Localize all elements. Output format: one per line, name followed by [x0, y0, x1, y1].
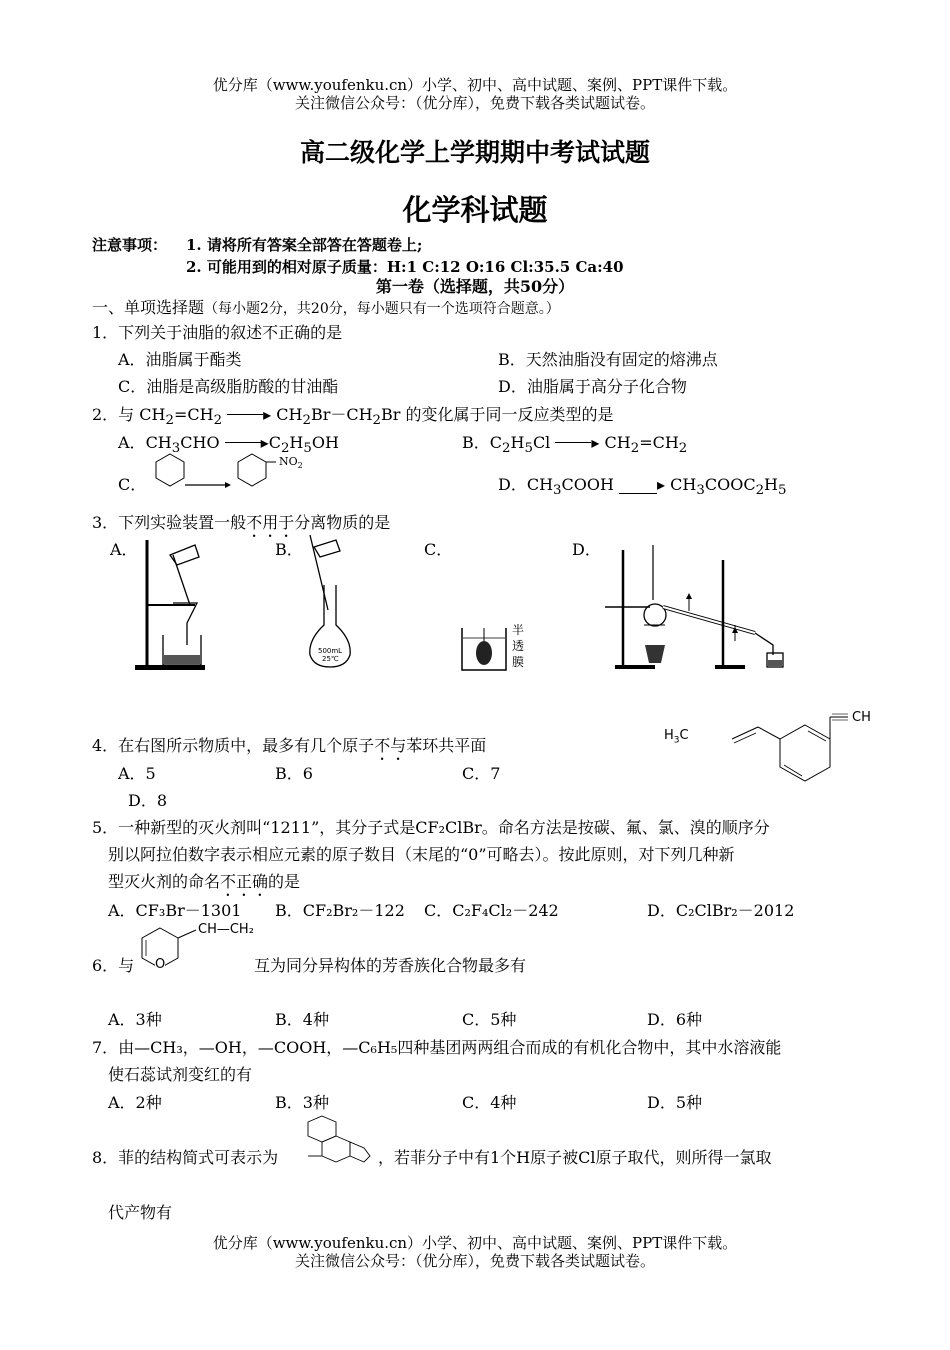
funnel — [173, 603, 197, 645]
q6-oxygen-label: O — [155, 957, 166, 972]
condenser-inner — [663, 607, 755, 633]
q7-line-1: 7．由—CH₃，—OH，—COOH，—C₆H₅四种基团两两组合而成的有机化合物中，其中水溶液能 — [92, 1038, 782, 1057]
header-line-1: 优分库（www.youfenku.cn）小学、初中、高中试题、案例、PPT课件下载。 — [212, 76, 738, 94]
arrow-head — [225, 482, 231, 488]
stand-base-2 — [715, 665, 745, 669]
section-heading-note: （每小题2分，共20分，每小题只有一个选项符合题意。） — [204, 301, 560, 317]
q4-option-a: A．5 — [118, 764, 156, 783]
q4-stem: 4．在右图所示物质中，最多有几个原子不与苯环共平面 — [92, 736, 487, 755]
pouring-beaker — [170, 545, 199, 565]
q4-vinyl-bond-1 — [758, 727, 780, 739]
q7-option-d: D．5种 — [647, 1093, 703, 1112]
section-title: 第一卷（选择题，共50分） — [375, 277, 575, 296]
q6-option-b: B．4种 — [275, 1010, 329, 1029]
q1-option-d: D．油脂属于高分子化合物 — [498, 377, 687, 396]
nitrobenzene-ring — [238, 454, 266, 486]
notice-item-1: 1. 请将所有答案全部答在答题卷上; — [186, 236, 423, 254]
phen-ring-2 — [322, 1136, 350, 1162]
q4-structure — [660, 705, 880, 785]
footer-line-2: 关注微信公众号：（优分库），免费下载各类试题试卷。 — [294, 1252, 655, 1270]
q7-option-b: B．3种 — [275, 1093, 329, 1112]
membrane-label-3: 膜 — [512, 655, 525, 669]
q3-stem: 3．下列实验装置一般不用于分离物质的是 — [92, 513, 391, 532]
q2-option-c-label: C． — [118, 475, 147, 494]
section-heading-label: 一、单项选择题 — [92, 298, 205, 317]
q5-option-b: B．CF₂Br₂－122 — [275, 901, 405, 920]
q1-stem: 1．下列关于油脂的叙述不正确的是 — [92, 323, 343, 342]
flask-temp-label: 25℃ — [322, 655, 339, 663]
no2-label: $NO_2$ — [279, 455, 303, 471]
distillation-apparatus — [605, 545, 795, 675]
q5-option-a: A．CF₃Br－1301 — [108, 901, 242, 920]
q4-option-c: C．7 — [462, 764, 501, 783]
q4-benzene-ring — [780, 725, 830, 781]
footer-line-1: 优分库（www.youfenku.cn）小学、初中、高中试题、案例、PPT课件下载。 — [212, 1234, 738, 1252]
q4-h3c-label: $H_3C$ — [664, 728, 689, 746]
page-subtitle: 化学科试题 — [402, 193, 548, 227]
stand-base — [135, 665, 205, 670]
q2-option-d: D．$CH_3COOH$ ▸ $CH_3COOC_2H_5$ — [498, 475, 787, 499]
q6-pre: 6．与 — [92, 956, 135, 975]
q3-option-d: D． — [572, 540, 601, 559]
section-heading — [92, 295, 560, 318]
notice-label: 注意事项： — [92, 236, 168, 254]
q2-option-a: A．$CH_3CHO$ $▸C_2H_5OH$ — [118, 433, 339, 457]
q5-line-2: 别以阿拉伯数字表示相应元素的原子数目（末尾的“0”可略去）。按此原则，对下列几种新 — [108, 845, 735, 864]
q6-option-a: A．3种 — [108, 1010, 162, 1029]
q2-option-b: B．$C_2H_5Cl$ ▸ $CH_2=CH_2$ — [462, 433, 688, 457]
q7-line-2: 使石蕊试剂变红的有 — [108, 1065, 253, 1084]
q7-option-c: C．4种 — [462, 1093, 517, 1112]
header-line-2: 关注微信公众号：（优分库），免费下载各类试题试卷。 — [294, 94, 655, 112]
q7-option-a: A．2种 — [108, 1093, 162, 1112]
q3-option-c: C． — [424, 540, 453, 559]
q6-side-bond — [178, 930, 196, 938]
flask-volume-label: 500mL — [318, 647, 343, 655]
q4-ring-double-1 — [808, 731, 826, 741]
membrane-label-1: 半 — [512, 623, 525, 637]
notice-item-2: 2. 可能用到的相对原子质量：H:1 C:12 O:16 Cl:35.5 Ca:40 — [186, 258, 624, 276]
q1-option-a: A．油脂属于酯类 — [118, 350, 242, 369]
distillate — [768, 660, 782, 666]
q6-option-c: C．5种 — [462, 1010, 517, 1029]
glass-rod-b — [310, 535, 328, 610]
filtrate — [164, 655, 200, 664]
q5-option-d: D．C₂ClBr₂－2012 — [647, 901, 795, 920]
membrane-label-2: 透 — [512, 639, 525, 653]
stand-base-1 — [615, 665, 655, 669]
benzene-ring — [156, 454, 184, 486]
q4-vinyl-bond-2 — [732, 727, 758, 739]
q2-stem: 2．与 $CH_2=CH_2$ ▸ $CH_2Br-CH_2Br$ 的变化属于同一反应类型的是 — [92, 405, 614, 429]
q4-option-d: D．8 — [128, 791, 168, 810]
q8-stem: ，若菲分子中有1个H原子被Cl原子取代，则所得一氯取 — [378, 1148, 772, 1167]
q4-ch-label: CH — [852, 710, 871, 725]
q4-vinyl-double — [734, 733, 756, 743]
dialysis-apparatus — [460, 620, 530, 675]
q6-stem: 互为同分异构体的芳香族化合物最多有 — [254, 956, 527, 975]
q3-option-b: B． — [275, 540, 303, 559]
q1-option-b: B．天然油脂没有固定的熔沸点 — [498, 350, 718, 369]
adapter — [755, 633, 773, 655]
q5-line-3: 型灭火剂的命名不正确的是 — [108, 872, 301, 891]
beaker-b — [314, 540, 340, 557]
phen-ring-3 — [350, 1142, 370, 1162]
alcohol-lamp — [645, 645, 665, 663]
q8-pre: 8．菲的结构简式可表示为 — [92, 1148, 279, 1167]
page-title: 高二级化学上学期期中考试试题 — [299, 138, 650, 167]
phenanthrene-structure — [300, 1112, 380, 1168]
q3-option-a: A． — [110, 540, 138, 559]
membrane-bag — [476, 641, 492, 665]
q8-line-2: 代产物有 — [108, 1203, 173, 1222]
q5-option-c: C．C₂F₄Cl₂－242 — [424, 901, 559, 920]
q6-option-d: D．6种 — [647, 1010, 703, 1029]
filtration-apparatus — [135, 535, 225, 675]
q4-option-b: B．6 — [275, 764, 313, 783]
volumetric-flask-apparatus — [300, 535, 370, 675]
q6-vinyl-label: CH—CH₂ — [198, 922, 254, 937]
q1-option-c: C．油脂是高级脂肪酸的甘油酯 — [118, 377, 339, 396]
q5-line-1: 5．一种新型的灭火剂叫“1211”，其分子式是CF₂ClBr。命名方法是按碳、氟、氯、溴的顺序分 — [92, 818, 770, 837]
distilling-flask — [644, 604, 666, 626]
water-out-arrow — [686, 593, 692, 599]
